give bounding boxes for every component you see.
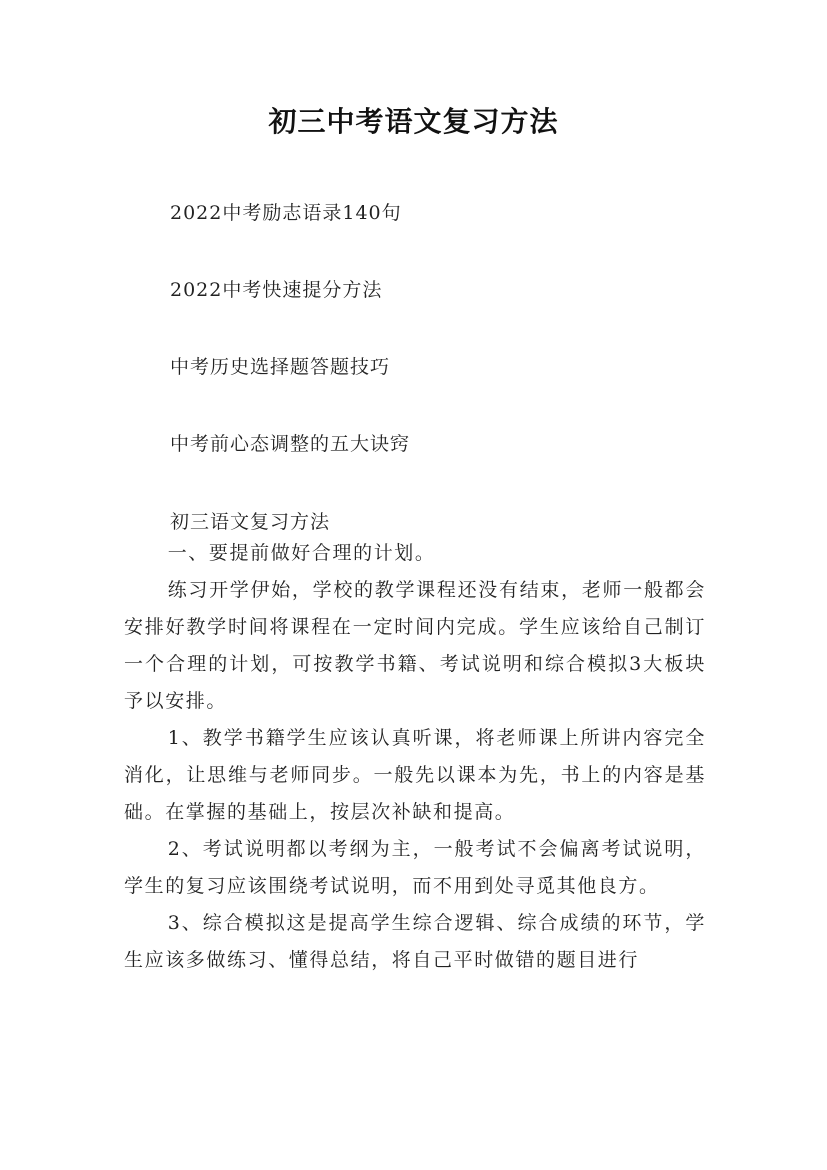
section-heading: 初三语文复习方法 <box>170 511 331 533</box>
paragraph: 一、要提前做好合理的计划。 <box>167 542 436 564</box>
document-title: 初三中考语文复习方法 <box>268 105 559 138</box>
link-item-mindset-tips: 中考前心态调整的五大诀窍 <box>170 433 411 455</box>
link-item-score-methods: 2022中考快速提分方法 <box>170 279 383 301</box>
article-body <box>124 535 706 979</box>
paragraph: 练习开学伊始，学校的教学课程还没有结束，老师一般都会安排好教学时间将课程在一定时间内完成。学生应该给自己制订一个合理的计划，可按教学书籍、考试说明和综合模拟3大板块予以安排。 <box>124 579 706 712</box>
paragraph: 2、考试说明都以考纲为主，一般考试不会偏离考试说明，学生的复习应该围绕考试说明，而不用到处寻觅其他良方。 <box>124 838 706 897</box>
link-item-history-tips: 中考历史选择题答题技巧 <box>170 356 391 378</box>
paragraph: 3、综合模拟这是提高学生综合逻辑、综合成绩的环节，学生应该多做练习、懂得总结，将自己平时做错的题目进行 <box>124 912 706 971</box>
link-item-motivational-quotes: 2022中考励志语录140句 <box>170 202 402 224</box>
paragraph: 1、教学书籍学生应该认真听课，将老师课上所讲内容完全消化，让思维与老师同步。一般先以课本为先，书上的内容是基础。在掌握的基础上，按层次补缺和提高。 <box>124 727 706 823</box>
